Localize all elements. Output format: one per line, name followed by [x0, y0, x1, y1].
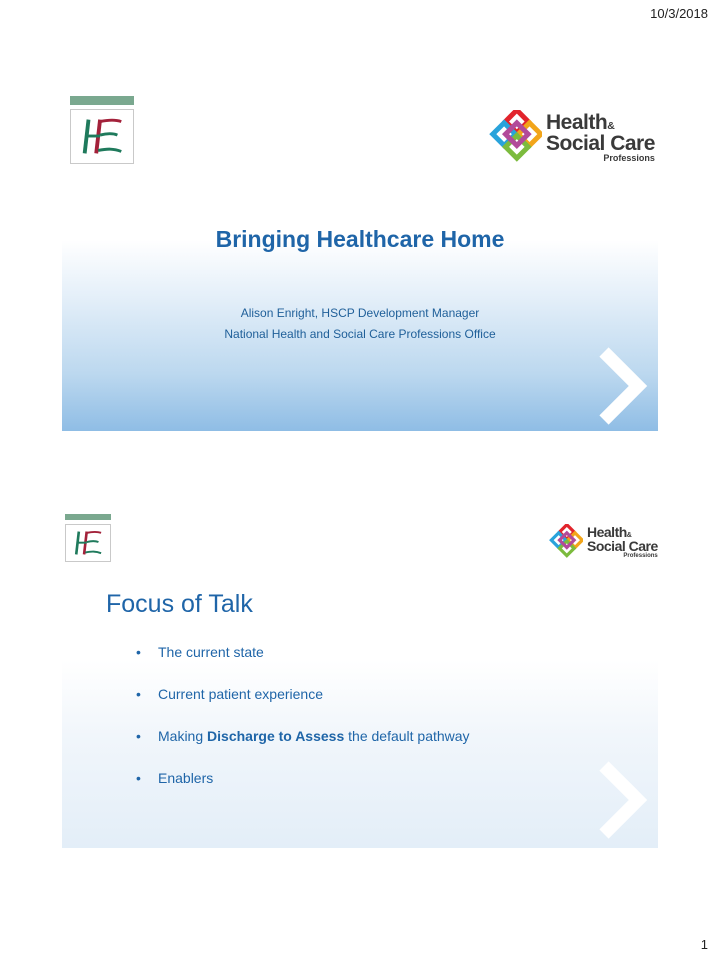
- hscp-logo: [547, 524, 658, 560]
- hse-logo: [65, 514, 111, 562]
- bullet-list: [136, 642, 470, 810]
- slide-2: [62, 510, 658, 848]
- chevron-right-icon: [594, 760, 650, 840]
- chevron-right-icon: [594, 346, 650, 426]
- hscp-logo: [486, 110, 655, 164]
- page-number: 1: [700, 937, 708, 952]
- hscp-wordmark: Health& Social Care Professions: [587, 524, 658, 559]
- hscp-knot-icon: [486, 110, 542, 164]
- presenter-line: Alison Enright, HSCP Development Manager: [240, 306, 480, 320]
- bullet-item: • Enablers: [136, 770, 214, 786]
- hse-logo-bar: [65, 514, 111, 520]
- bold-phrase: Discharge to Assess: [207, 728, 345, 744]
- hse-logo-icon: [66, 525, 110, 561]
- hscp-wordmark: Health& Social Care Professions: [546, 110, 655, 163]
- slide-date: 10/3/2018: [650, 6, 708, 21]
- hse-logo-bar: [70, 96, 134, 105]
- hse-logo-icon: [71, 110, 133, 163]
- slide-1: [62, 88, 658, 431]
- bullet-item: • Current patient experience: [136, 686, 323, 702]
- office-line: National Health and Social Care Professions Office: [224, 327, 496, 341]
- bullet-item: • The current state: [136, 644, 264, 660]
- hscp-knot-icon: [547, 524, 583, 560]
- slide-1-title: Bringing Healthcare Home: [215, 226, 505, 252]
- slide-2-title: Focus of Talk: [106, 590, 253, 618]
- bullet-item: • Making Discharge to Assess the default pathway: [136, 728, 470, 744]
- hse-logo: [70, 96, 134, 164]
